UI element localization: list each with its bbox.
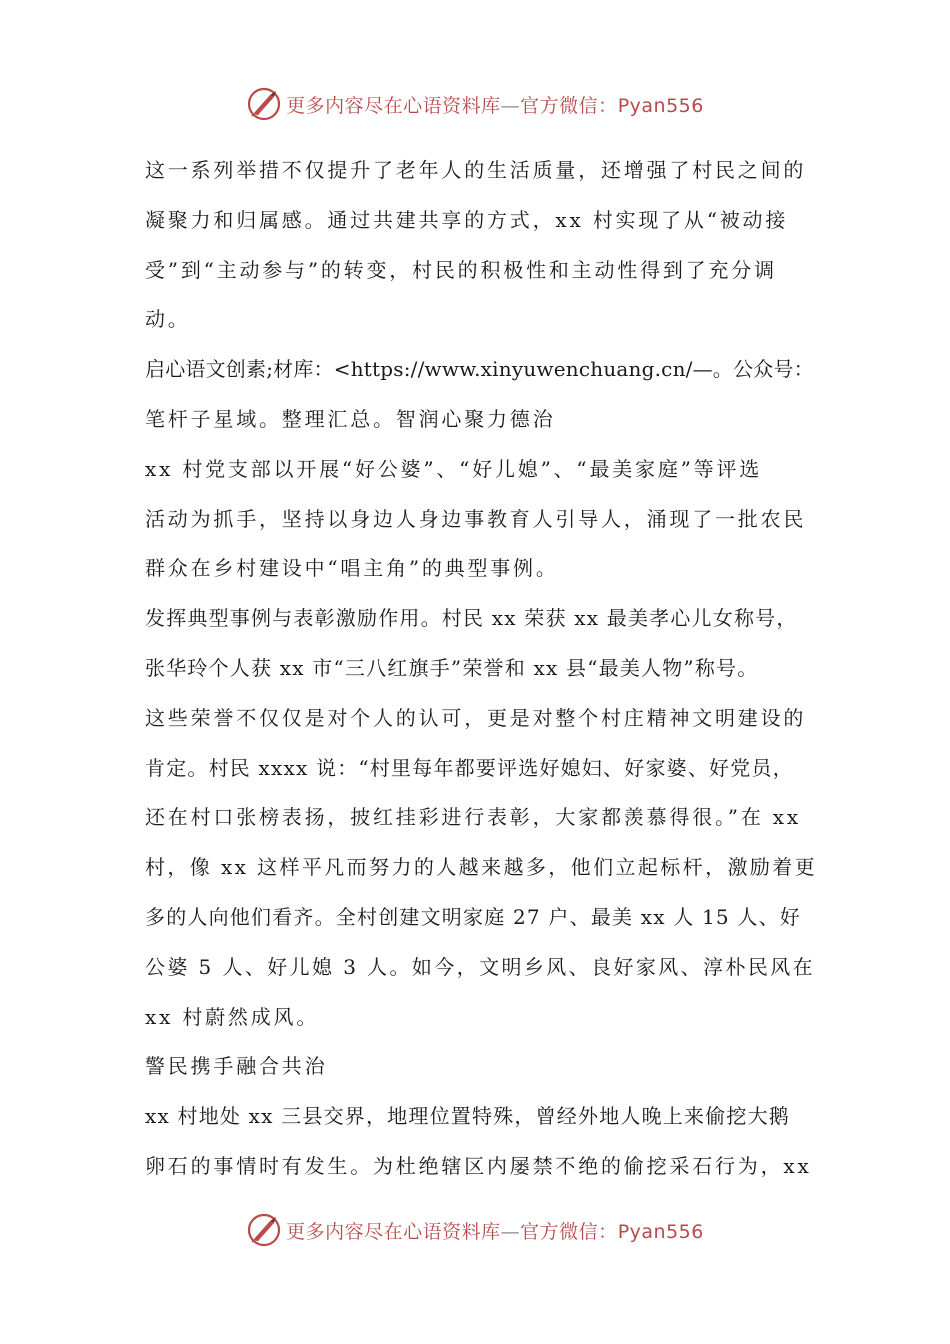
- body-line: 受”到“主动参与”的转变，村民的积极性和主动性得到了充分调: [145, 257, 777, 282]
- header-banner-inner: [246, 86, 704, 122]
- body-line: xx 村党支部以开展“好公婆”、“好儿媳”、“最美家庭”等评选: [145, 456, 763, 481]
- header-banner: [0, 84, 950, 124]
- document-body: [145, 146, 818, 1192]
- body-line: 多的人向他们看齐。全村创建文明家庭 27 户、最美 xx 人 15 人、好: [145, 904, 802, 929]
- footer-banner-text: [286, 1217, 704, 1244]
- section-heading: 警民携手融合共治: [145, 1054, 328, 1079]
- body-line: 村，像 xx 这样平凡而努力的人越来越多，他们立起标杆，激励着更: [145, 855, 818, 880]
- quill-pen-logo-icon: [246, 86, 282, 122]
- footer-banner-dash: —: [500, 1220, 521, 1243]
- header-banner-title: 更多内容尽在心语资料库: [286, 94, 501, 117]
- body-line: 肯定。村民 xxxx 说：“村里每年都要评选好媳妇、好家婆、好党员，: [145, 755, 794, 780]
- footer-banner: [0, 1210, 950, 1250]
- body-line: 动。: [145, 307, 191, 332]
- body-line: 笔杆子星域。整理汇总。智润心聚力德治: [145, 406, 556, 431]
- body-line: xx 村蔚然成风。: [145, 1004, 320, 1029]
- header-banner-wechat-label: 官方微信：: [520, 94, 618, 117]
- body-line: 凝聚力和归属感。通过共建共享的方式，xx 村实现了从“被动接: [145, 207, 789, 232]
- footer-banner-wechat-label: 官方微信：: [520, 1220, 618, 1243]
- body-line-source-link: 启心语文创素;材库：<https://www.xinyuwenchuang.cn/—。公众号：: [145, 357, 814, 382]
- quill-pen-logo-icon: [246, 1212, 282, 1248]
- footer-banner-inner: [246, 1212, 704, 1248]
- header-banner-dash: —: [500, 94, 521, 117]
- footer-banner-title: 更多内容尽在心语资料库: [286, 1220, 501, 1243]
- footer-banner-wechat-id: Pyan556: [617, 1220, 704, 1243]
- body-line: 群众在乡村建设中“唱主角”的典型事例。: [145, 556, 559, 581]
- body-line: 还在村口张榜表扬，披红挂彩进行表彰，大家都羡慕得很。”在 xx: [145, 805, 801, 830]
- header-banner-text: [286, 91, 704, 118]
- body-line: 张华玲个人获 xx 市“三八红旗手”荣誉和 xx 县“最美人物”称号。: [145, 655, 759, 680]
- body-line: 卵石的事情时有发生。为杜绝辖区内屡禁不绝的偷挖采石行为，xx: [145, 1153, 812, 1178]
- body-line: 这一系列举措不仅提升了老年人的生活质量，还增强了村民之间的: [145, 158, 807, 182]
- body-line: xx 村地处 xx 三县交界，地理位置特殊，曾经外地人晚上来偷挖大鹅: [145, 1104, 790, 1129]
- body-line: 活动为抓手，坚持以身边人身边事教育人引导人，涌现了一批农民: [145, 506, 807, 531]
- body-line: 这些荣誉不仅仅是对个人的认可，更是对整个村庄精神文明建设的: [145, 705, 807, 730]
- body-line: 发挥典型事例与表彰激励作用。村民 xx 荣获 xx 最美孝心儿女称号，: [145, 606, 798, 631]
- header-banner-wechat-id: Pyan556: [617, 94, 704, 117]
- body-line: 公婆 5 人、好儿媳 3 人。如今，文明乡风、良好家风、淳朴民风在: [145, 954, 816, 979]
